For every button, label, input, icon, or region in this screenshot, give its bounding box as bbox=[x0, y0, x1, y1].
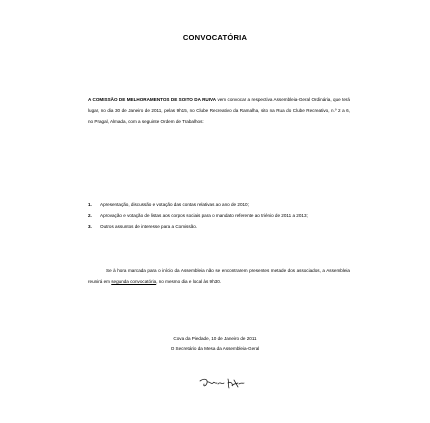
intro-text: vem convocar a respectiva Assembleia-Geral Ordinária, que terá lugar, no dia 30 de Janeiro de 2011, pelas 9h15, no Clube Recreativo da Ramalha, sito na Rua do Clube Recreativo, n.º 2 a 6, no Pragal, Almada, com a seguinte Ordem de Trabalhos: bbox=[88, 97, 350, 124]
agenda-list bbox=[88, 200, 350, 231]
agenda-item-text: Apresentação, discussão e votação das contas relativas ao ano de 2010; bbox=[100, 202, 249, 207]
agenda-item bbox=[88, 211, 350, 220]
quorum-note bbox=[88, 265, 350, 287]
agenda-item bbox=[88, 222, 350, 231]
organization-name: A COMISSÃO DE MELHORAMENTOS DE SOITO DA RUIVA bbox=[88, 97, 217, 102]
signatory-title: O Secretário da Mesa da Assembleia-Geral bbox=[170, 346, 260, 351]
agenda-item-text: Outros assuntos de interesse para a Comissão. bbox=[100, 224, 198, 229]
document-title: CONVOCATÓRIA bbox=[182, 33, 248, 42]
intro-paragraph bbox=[88, 94, 350, 127]
agenda-item bbox=[88, 200, 350, 209]
handwritten-signature bbox=[198, 375, 246, 391]
agenda-item-number: 3. bbox=[88, 224, 92, 229]
place-date: Cova da Piedade, 10 de Janeiro de 2011 bbox=[173, 336, 257, 341]
second-call-text: segunda convocatória bbox=[111, 279, 157, 284]
agenda-item-number: 1. bbox=[88, 202, 92, 207]
quorum-note-end: , no mesmo dia e local às 9h30. bbox=[156, 279, 222, 284]
quorum-note-text: Se à hora marcada para o início da Assembleia não se encontrarem presentes metade dos associados, a Assembleia reunirá em bbox=[88, 268, 350, 284]
agenda-item-text: Aprovação e votação de listas aos corpos sociais para o mandato referente ao triénio de 2011 a 2013; bbox=[100, 213, 308, 218]
agenda-item-number: 2. bbox=[88, 213, 92, 218]
